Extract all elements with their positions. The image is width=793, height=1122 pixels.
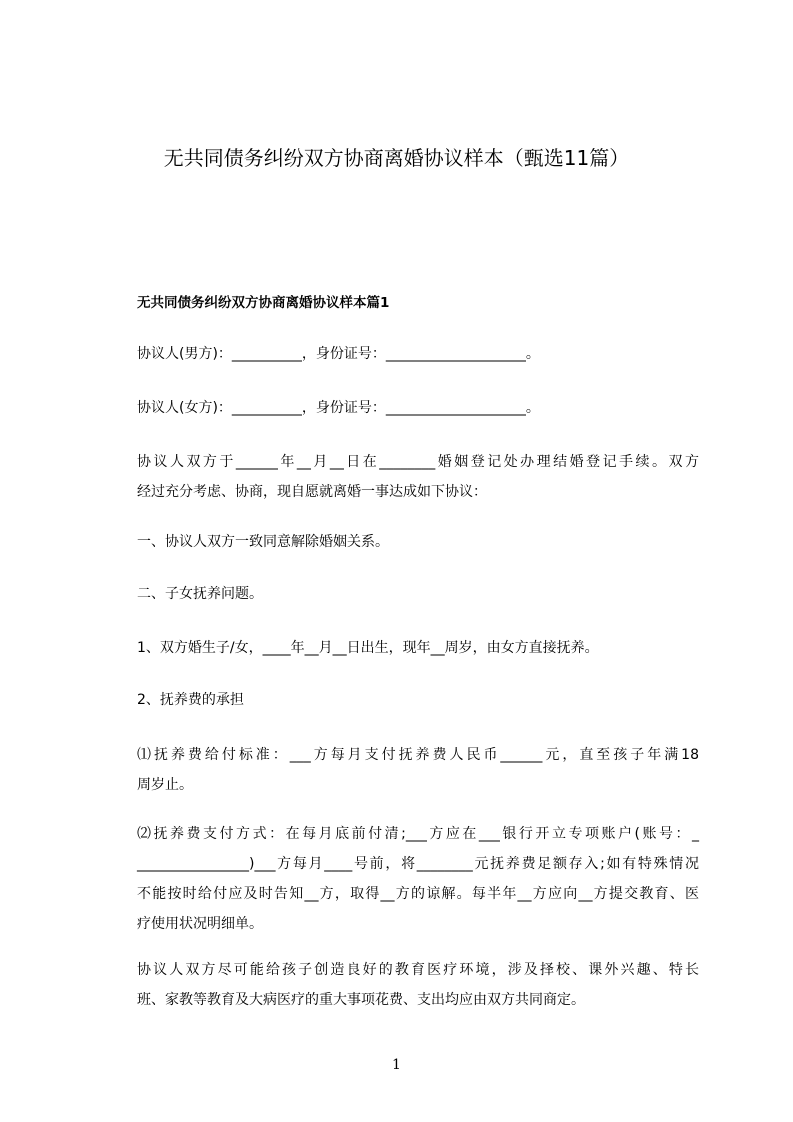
page-number: 1 [392, 1057, 401, 1073]
clause-1: 一、协议人双方一致同意解除婚姻关系。 [137, 534, 389, 550]
education-line-1: 协议人双方尽可能给孩子创造良好的教育医疗环境，涉及择校、课外兴趣、特长 [137, 962, 699, 978]
section-heading: 无共同债务纠纷双方协商离婚协议样本篇1 [137, 295, 390, 311]
sub-item-1-line-2: 周岁止。 [137, 777, 193, 793]
intro-paragraph [137, 447, 699, 507]
education-line-2: 班、家教等教育及大病医疗的重大事项花费、支出均应由双方共同商定。 [137, 992, 585, 1008]
sub-item-2-line-2: ________________)___方每月____号前，将________元抚养费足额存入;如有特殊情况 [137, 856, 699, 872]
education-paragraph [137, 955, 699, 1015]
sub-item-2-line-4: 疗使用状况明细单。 [137, 916, 263, 932]
party-female-line: 协议人(女方)：__________，身份证号：____________________。 [137, 400, 540, 416]
item-2: 2、抚养费的承担 [137, 692, 244, 708]
sub-item-1-paragraph [137, 740, 699, 800]
sub-item-2-paragraph [137, 819, 699, 939]
sub-item-1-line-1: ⑴抚养费给付标准：___方每月支付抚养费人民币______元，直至孩子年满18 [137, 747, 699, 763]
document-title: 无共同债务纠纷双方协商离婚协议样本（甄选11篇） [163, 146, 630, 170]
clause-2: 二、子女抚养问题。 [137, 586, 263, 602]
party-male-line: 协议人(男方)：__________，身份证号：____________________。 [137, 346, 540, 362]
sub-item-2-line-3: 不能按时给付应及时告知__方，取得__方的谅解。每半年__方应向__方提交教育、医 [137, 886, 699, 902]
intro-line-1: 协议人双方于______年__月__日在________婚姻登记处办理结婚登记手续。双方 [137, 454, 699, 470]
sub-item-2-line-1: ⑵抚养费支付方式：在每月底前付清;___方应在___银行开立专项账户(账号：_ [137, 826, 699, 842]
item-1: 1、双方婚生子/女，____年__月__日出生，现年__周岁，由女方直接抚养。 [137, 640, 599, 656]
intro-line-2: 经过充分考虑、协商，现自愿就离婚一事达成如下协议： [137, 484, 487, 500]
